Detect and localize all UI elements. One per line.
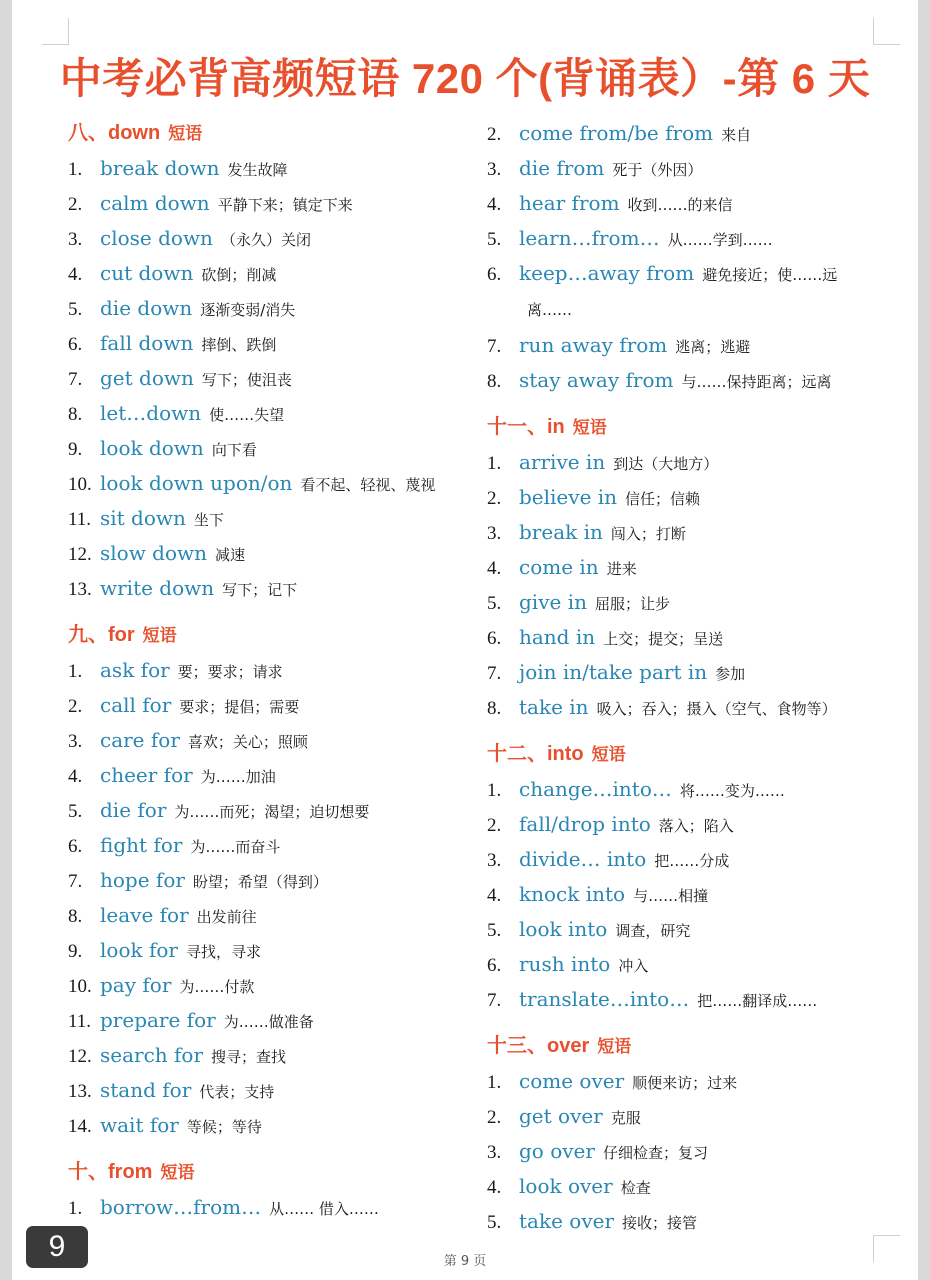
section-heading [68, 1155, 468, 1190]
english-phrase: look into [519, 917, 608, 941]
chinese-meaning: 与……相撞 [633, 887, 709, 905]
chinese-meaning: 从……学到…… [667, 231, 773, 249]
chinese-meaning: 逐渐变弱/消失 [200, 301, 296, 319]
chinese-meaning: 把……分成 [654, 852, 730, 870]
english-phrase: cut down [100, 261, 194, 285]
english-phrase: die down [100, 296, 193, 320]
page-title: 中考必背高频短语 720 个(背诵表）-第 6 天 [59, 55, 871, 102]
english-phrase: believe in [519, 485, 618, 509]
english-phrase: let…down [100, 401, 202, 425]
english-phrase: give in [519, 590, 587, 614]
item-number: 2. [487, 1107, 502, 1128]
item-number: 6. [68, 836, 83, 857]
phrase-item [68, 466, 468, 501]
item-number: 10. [68, 976, 92, 997]
english-phrase: cheer for [100, 763, 193, 787]
phrase-item [68, 186, 468, 221]
english-phrase: look down [100, 436, 204, 460]
phrase-item [68, 898, 468, 933]
chinese-meaning: 为……加油 [200, 768, 276, 786]
item-number: 8. [487, 371, 502, 392]
item-number: 11. [68, 509, 92, 530]
english-phrase: translate…into… [519, 987, 690, 1011]
english-phrase: get over [519, 1104, 603, 1128]
english-phrase: run away from [519, 333, 668, 357]
item-number: 4. [487, 194, 502, 215]
english-phrase: care for [100, 728, 180, 752]
phrase-item [68, 221, 468, 256]
english-phrase: come in [519, 555, 599, 579]
item-number: 8. [487, 698, 502, 719]
chinese-meaning: 从…… 借入…… [269, 1200, 379, 1218]
english-phrase: close down [100, 226, 213, 250]
phrase-item [487, 690, 887, 725]
item-number: 3. [487, 523, 502, 544]
section-heading-tag: 短语 [572, 418, 607, 438]
chinese-meaning: 落入；陷入 [658, 817, 734, 835]
section-gap [487, 398, 887, 410]
chinese-meaning: 将……变为…… [679, 782, 785, 800]
section-gap [68, 1143, 468, 1155]
item-number: 5. [487, 593, 502, 614]
phrase-item [68, 536, 468, 571]
english-phrase: die from [519, 156, 605, 180]
item-number: 12. [68, 544, 92, 565]
english-phrase: take in [519, 695, 589, 719]
english-phrase: rush into [519, 952, 611, 976]
chinese-meaning: （永久）关闭 [220, 231, 311, 249]
chinese-meaning: 接收；接管 [622, 1214, 698, 1232]
chinese-meaning: 写下；记下 [222, 581, 298, 599]
item-number: 2. [487, 488, 502, 509]
english-phrase: take over [519, 1209, 615, 1233]
chinese-meaning: 要；要求；请求 [177, 663, 283, 681]
english-phrase: arrive in [519, 450, 606, 474]
item-number: 3. [68, 731, 83, 752]
section-heading-text: 十一、in [487, 416, 565, 438]
phrase-item [487, 480, 887, 515]
chinese-meaning: 与……保持距离；远离 [681, 373, 832, 391]
chinese-meaning: 信任；信赖 [625, 490, 701, 508]
chinese-meaning: 减速 [215, 546, 246, 564]
phrase-item [487, 328, 887, 363]
item-number: 1. [487, 453, 502, 474]
item-number: 5. [487, 229, 502, 250]
english-phrase: get down [100, 366, 194, 390]
item-number: 6. [487, 264, 502, 285]
chinese-meaning: 使……失望 [209, 406, 285, 424]
english-phrase: divide… into [519, 847, 647, 871]
section-heading-text: 十、from [68, 1161, 153, 1183]
phrase-item [487, 655, 887, 690]
section-heading-tag: 短语 [160, 1163, 195, 1183]
phrase-item [68, 828, 468, 863]
chinese-meaning: 摔倒、跌倒 [201, 336, 277, 354]
english-phrase: fight for [100, 833, 183, 857]
phrase-item [487, 1169, 887, 1204]
chinese-meaning: 把……翻译成…… [697, 992, 818, 1010]
item-number: 3. [487, 850, 502, 871]
english-phrase: hand in [519, 625, 596, 649]
chinese-meaning: 砍倒；削减 [201, 266, 277, 284]
phrase-item [487, 1099, 887, 1134]
item-number: 11. [68, 1011, 92, 1032]
phrase-item [68, 256, 468, 291]
english-phrase: borrow…from… [100, 1195, 262, 1219]
english-phrase: leave for [100, 903, 189, 927]
phrase-item [68, 1108, 468, 1143]
english-phrase: come from/be from [519, 121, 714, 145]
item-number: 1. [68, 1198, 83, 1219]
phrase-item [487, 772, 887, 807]
crop-mark-top-right [873, 18, 900, 45]
chinese-meaning: 进来 [606, 560, 637, 578]
section-heading-text: 九、for [68, 624, 135, 646]
page-footer: 第 9 页 [443, 1254, 487, 1269]
chinese-meaning: 顺便来访；过来 [632, 1074, 738, 1092]
phrase-item [68, 361, 468, 396]
item-number: 7. [487, 990, 502, 1011]
english-phrase: wait for [100, 1113, 179, 1137]
phrase-item [487, 256, 887, 328]
section-heading-tag: 短语 [168, 124, 203, 144]
chinese-meaning: 代表；支持 [199, 1083, 275, 1101]
chinese-meaning: 为……付款 [179, 978, 255, 996]
chinese-meaning: 检查 [620, 1179, 651, 1197]
chinese-meaning: 坐下 [193, 511, 224, 529]
phrase-item [68, 151, 468, 186]
chinese-meaning: 寻找，寻求 [185, 943, 261, 961]
item-number: 2. [487, 124, 502, 145]
english-phrase: search for [100, 1043, 204, 1067]
phrase-item [68, 653, 468, 688]
item-number: 12. [68, 1046, 92, 1067]
phrase-item [487, 151, 887, 186]
item-number: 1. [68, 159, 83, 180]
phrase-item [487, 116, 887, 151]
chinese-meaning: 喜欢；关心；照顾 [187, 733, 308, 751]
chinese-meaning: 闯入；打断 [610, 525, 686, 543]
phrase-item [68, 1073, 468, 1108]
item-number: 6. [487, 628, 502, 649]
item-number: 4. [68, 264, 83, 285]
chinese-meaning: 收到……的来信 [627, 196, 733, 214]
phrase-item [68, 863, 468, 898]
chinese-meaning: 克服 [610, 1109, 641, 1127]
english-phrase: come over [519, 1069, 625, 1093]
english-phrase: break in [519, 520, 603, 544]
chinese-meaning: 到达（大地方） [613, 455, 719, 473]
item-number: 8. [68, 404, 83, 425]
english-phrase: join in/take part in [519, 660, 708, 684]
chinese-meaning: 要求；提倡；需要 [179, 698, 300, 716]
chinese-meaning: 吸入；吞入；摄入（空气、食物等） [596, 700, 837, 718]
phrase-item [68, 758, 468, 793]
phrase-item [487, 947, 887, 982]
item-number: 6. [68, 334, 83, 355]
chinese-meaning: 为……而奋斗 [190, 838, 281, 856]
item-number: 9. [68, 439, 83, 460]
phrase-item [487, 982, 887, 1017]
item-number: 3. [68, 229, 83, 250]
phrase-item [68, 501, 468, 536]
english-phrase: look for [100, 938, 178, 962]
chinese-meaning: 避免接近；使……远 [702, 266, 838, 284]
item-number: 7. [487, 663, 502, 684]
right-column [487, 116, 887, 1239]
phrase-item [487, 1134, 887, 1169]
section-heading [487, 737, 887, 772]
section-heading-tag: 短语 [142, 626, 177, 646]
phrase-item [487, 842, 887, 877]
phrase-item [487, 515, 887, 550]
english-phrase: write down [100, 576, 215, 600]
english-phrase: look over [519, 1174, 613, 1198]
item-number: 4. [487, 558, 502, 579]
item-number: 6. [487, 955, 502, 976]
english-phrase: stay away from [519, 368, 674, 392]
section-heading-tag: 短语 [597, 1037, 632, 1057]
item-number: 3. [487, 1142, 502, 1163]
phrase-item [487, 877, 887, 912]
english-phrase: pay for [100, 973, 172, 997]
chinese-meaning: 冲入 [618, 957, 649, 975]
item-number: 4. [487, 885, 502, 906]
section-heading-text: 八、down [68, 122, 161, 144]
chinese-meaning: 死于（外因） [612, 161, 703, 179]
chinese-meaning: 逃离；逃避 [675, 338, 751, 356]
phrase-item [487, 912, 887, 947]
phrase-item [68, 1190, 468, 1225]
left-column [68, 116, 468, 1225]
english-phrase: slow down [100, 541, 208, 565]
item-number: 9. [68, 941, 83, 962]
chinese-meaning: 参加 [715, 665, 746, 683]
item-number: 1. [487, 780, 502, 801]
chinese-meaning: 发生故障 [227, 161, 288, 179]
phrase-item [487, 585, 887, 620]
phrase-item [68, 688, 468, 723]
english-phrase: die for [100, 798, 167, 822]
english-phrase: stand for [100, 1078, 192, 1102]
chinese-meaning: 等候；等待 [186, 1118, 262, 1136]
phrase-item [487, 186, 887, 221]
phrase-item [68, 933, 468, 968]
item-number: 4. [487, 1177, 502, 1198]
phrase-item [487, 363, 887, 398]
phrase-item [487, 620, 887, 655]
phrase-item [487, 1204, 887, 1239]
section-heading [68, 618, 468, 653]
english-phrase: hope for [100, 868, 185, 892]
item-number: 14. [68, 1116, 92, 1137]
section-heading [68, 116, 468, 151]
chinese-meaning: 调查，研究 [615, 922, 691, 940]
section-heading-text: 十二、into [487, 743, 584, 765]
english-phrase: go over [519, 1139, 595, 1163]
page-number-badge: 9 [26, 1226, 88, 1268]
item-number: 13. [68, 579, 92, 600]
english-phrase: call for [100, 693, 172, 717]
english-phrase: look down upon/on [100, 471, 293, 495]
item-number: 5. [487, 920, 502, 941]
english-phrase: calm down [100, 191, 210, 215]
english-phrase: break down [100, 156, 220, 180]
chinese-meaning: 来自 [721, 126, 752, 144]
section-heading-tag: 短语 [591, 745, 626, 765]
item-number: 5. [68, 299, 83, 320]
english-phrase: knock into [519, 882, 626, 906]
section-gap [487, 1017, 887, 1029]
english-phrase: sit down [100, 506, 186, 530]
item-number: 1. [68, 661, 83, 682]
english-phrase: change…into… [519, 777, 672, 801]
item-number: 8. [68, 906, 83, 927]
phrase-item [68, 571, 468, 606]
phrase-item [487, 1064, 887, 1099]
phrase-item [487, 445, 887, 480]
item-number: 13. [68, 1081, 92, 1102]
item-number: 1. [487, 1072, 502, 1093]
item-number: 7. [68, 369, 83, 390]
chinese-meaning: 为……而死；渴望；迫切想要 [174, 803, 370, 821]
chinese-meaning: 写下；使沮丧 [201, 371, 292, 389]
chinese-meaning: 平静下来；镇定下来 [217, 196, 353, 214]
section-gap [487, 725, 887, 737]
phrase-item [68, 968, 468, 1003]
chinese-meaning: 看不起、轻视、蔑视 [300, 476, 436, 494]
phrase-item [68, 723, 468, 758]
section-gap [68, 606, 468, 618]
item-number: 7. [68, 871, 83, 892]
chinese-meaning: 屈服；让步 [594, 595, 670, 613]
item-number: 2. [68, 194, 83, 215]
phrase-item [68, 793, 468, 828]
section-heading [487, 410, 887, 445]
phrase-item [68, 291, 468, 326]
phrase-item [68, 326, 468, 361]
english-phrase: keep…away from [519, 261, 695, 285]
item-number: 10. [68, 474, 92, 495]
item-number: 2. [68, 696, 83, 717]
phrase-item [68, 1003, 468, 1038]
phrase-item [68, 1038, 468, 1073]
phrase-item [68, 431, 468, 466]
chinese-meaning: 为……做准备 [223, 1013, 314, 1031]
item-number: 4. [68, 766, 83, 787]
section-heading-text: 十三、over [487, 1035, 590, 1057]
chinese-meaning-continued: 离…… [527, 301, 573, 319]
chinese-meaning: 盼望；希望（得到） [192, 873, 328, 891]
english-phrase: hear from [519, 191, 620, 215]
phrase-item [487, 550, 887, 585]
item-number: 2. [487, 815, 502, 836]
item-number: 7. [487, 336, 502, 357]
english-phrase: fall down [100, 331, 194, 355]
chinese-meaning: 出发前往 [196, 908, 257, 926]
item-number: 5. [68, 801, 83, 822]
phrase-item [487, 807, 887, 842]
item-number: 5. [487, 1212, 502, 1233]
chinese-meaning: 向下看 [211, 441, 257, 459]
phrase-item [487, 221, 887, 256]
english-phrase: ask for [100, 658, 170, 682]
english-phrase: learn…from… [519, 226, 660, 250]
section-heading [487, 1029, 887, 1064]
phrase-item [68, 396, 468, 431]
english-phrase: prepare for [100, 1008, 216, 1032]
chinese-meaning: 仔细检查；复习 [602, 1144, 708, 1162]
item-number: 3. [487, 159, 502, 180]
crop-mark-top-left [42, 18, 69, 45]
english-phrase: fall/drop into [519, 812, 651, 836]
chinese-meaning: 搜寻；查找 [211, 1048, 287, 1066]
chinese-meaning: 上交；提交；呈送 [603, 630, 724, 648]
